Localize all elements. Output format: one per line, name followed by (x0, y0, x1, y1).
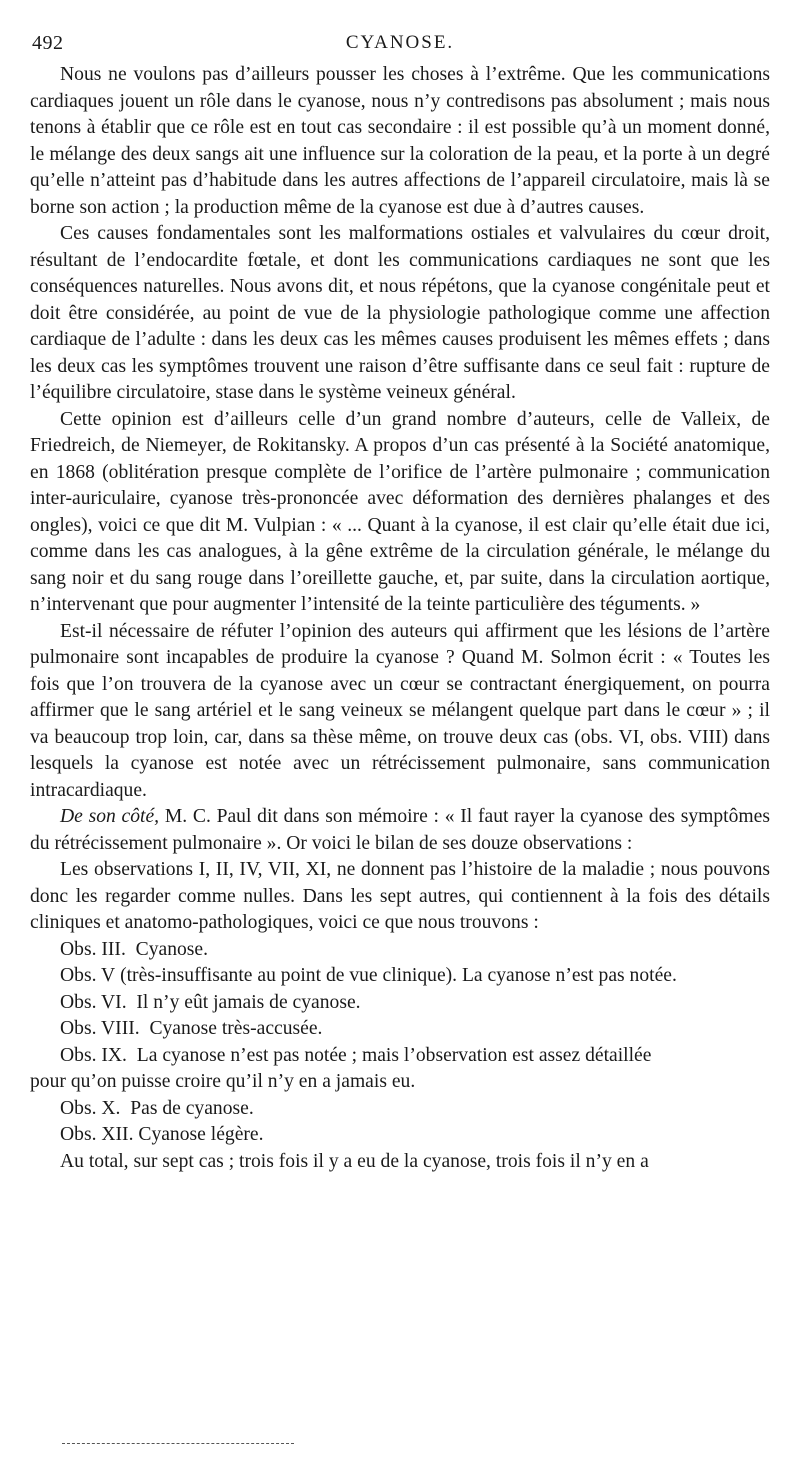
paragraph-6: Les observations I, II, IV, VII, XI, ne donnent pas l’histoire de la maladie ; nous pouvons donc les regarder comme nulles. Dans les sept autres, qui contiennent à la fois des détails cliniques et anatomo-pathologiques, voici ce que nous trouvons : (30, 859, 770, 933)
observation-label: Obs. VI. (60, 991, 127, 1013)
observation-item (30, 937, 770, 964)
paragraph-4: Est-il nécessaire de réfuter l’opinion des auteurs qui affirment que les lésions de l’artère pulmonaire sont incapables de produire la cyanose ? Quand M. Solmon écrit : « Toutes les fois que l’on trouvera de la cyanose avec un cœur se contractant énergiquement, on pourra affirmer que le sang artériel et le sang veineux se mélangent quelque part dans le cœur » ; il va beaucoup trop loin, car, dans sa thèse même, on trouve deux cas (obs. VI, obs. VIII) dans lesquels la cyanose est notée avec un rétrécissement pulmonaire, sans communication intracardiaque. (30, 620, 770, 801)
observation-item (30, 1122, 770, 1149)
body-text (30, 62, 770, 1175)
paragraph-3: Cette opinion est d’ailleurs celle d’un grand nombre d’auteurs, celle de Valleix, de Friedreich, de Niemeyer, de Rokitansky. A propos d’un cas présenté à la Société anatomique, en 1868 (oblitération presque complète de l’orifice de l’artère pulmonaire ; communication inter-auriculaire, cyanose très-prononcée avec déformation des dernières phalanges et des ongles), voici ce que dit M. Vulpian : « ... Quant à la cyanose, il est clair qu’elle était due ici, comme dans les cas analogues, à la gêne extrême de la circulation générale, le mélange du sang noir et du sang rouge dans l’oreillette gauche, et, par suite, dans la circulation aortique, n’intervenant que pour augmenter l’intensité de la teinte particulière des téguments. » (30, 408, 770, 615)
book-page (30, 26, 770, 1175)
running-title: CYANOSE. (345, 32, 455, 53)
observation-text: Pas de cyanose. (130, 1097, 254, 1119)
footer-dashed-rule (62, 1443, 294, 1444)
paragraph-5 (30, 804, 770, 857)
paragraph-1: Nous ne voulons pas d’ailleurs pousser les choses à l’extrême. Que les communications cardiaques jouent un rôle dans le cyanose, nous n’y contredisons pas absolument ; mais nous tenons à établir que ce rôle est en tout cas secondaire : il est possible qu’à un moment donné, le mélange des deux sangs ait une influence sur la coloration de la peau, et la porte à un degré qu’elle n’atteint pas d’habitude dans les autres affections de l’appareil circulatoire, mais là se borne son action ; la production même de la cyanose est due à d’autres causes. (30, 64, 770, 218)
observation-text: Cyanose légère. (138, 1124, 264, 1145)
observation-text: (très-insuffisante au point de vue clinique). La cyanose n’est pas notée. (120, 965, 677, 986)
observation-item (30, 990, 770, 1017)
observation-label: Obs. X. (60, 1097, 121, 1119)
observation-text: Il n’y eût jamais de cyanose. (136, 991, 361, 1013)
observation-item (30, 963, 770, 990)
observation-label: Obs. III. (60, 938, 126, 960)
paragraph-5-text: M. C. Paul dit dans son mémoire : « Il faut rayer la cyanose des symptômes du rétrécissement pulmonaire ». Or voici le bilan de ses douze observations : (30, 806, 770, 854)
observation-label: Obs. XII. (60, 1124, 134, 1145)
observation-text: Cyanose très-accusée. (149, 1018, 323, 1039)
observation-item (30, 1096, 770, 1123)
observation-label: Obs. V (60, 965, 116, 986)
closing-line: Au total, sur sept cas ; trois fois il y a eu de la cyanose, trois fois il n’y en a (60, 1150, 649, 1172)
observation-continuation: pour qu’on puisse croire qu’il n’y en a jamais eu. (30, 1071, 416, 1092)
observation-label: Obs. IX. (60, 1044, 127, 1066)
observation-text: La cyanose n’est pas notée ; mais l’observation est assez détaillée (136, 1044, 652, 1066)
observation-item (30, 1016, 770, 1043)
paragraph-5-italic-lead: De son côté, (60, 806, 160, 827)
observation-text: Cyanose. (135, 938, 209, 960)
observation-item (30, 1043, 770, 1070)
observation-label: Obs. VIII. (60, 1018, 140, 1039)
page-number: 492 (32, 32, 64, 54)
paragraph-2: Ces causes fondamentales sont les malformations ostiales et valvulaires du cœur droit, résultant de l’endocardite fœtale, et dont les communications cardiaques ne sont que les conséquences naturelles. Nous avons dit, et nous répétons, que la cyanose congénitale peut et doit être considérée, au point de vue de la physiologie pathologique comme une affection cardiaque de l’adulte : dans les deux cas les mêmes causes produisent les mêmes effets ; dans les deux cas les symptômes trouvent une raison d’être suffisante dans ce seul fait : rupture de l’équilibre circulatoire, stase dans le système veineux général. (30, 223, 770, 403)
running-head (30, 26, 770, 62)
